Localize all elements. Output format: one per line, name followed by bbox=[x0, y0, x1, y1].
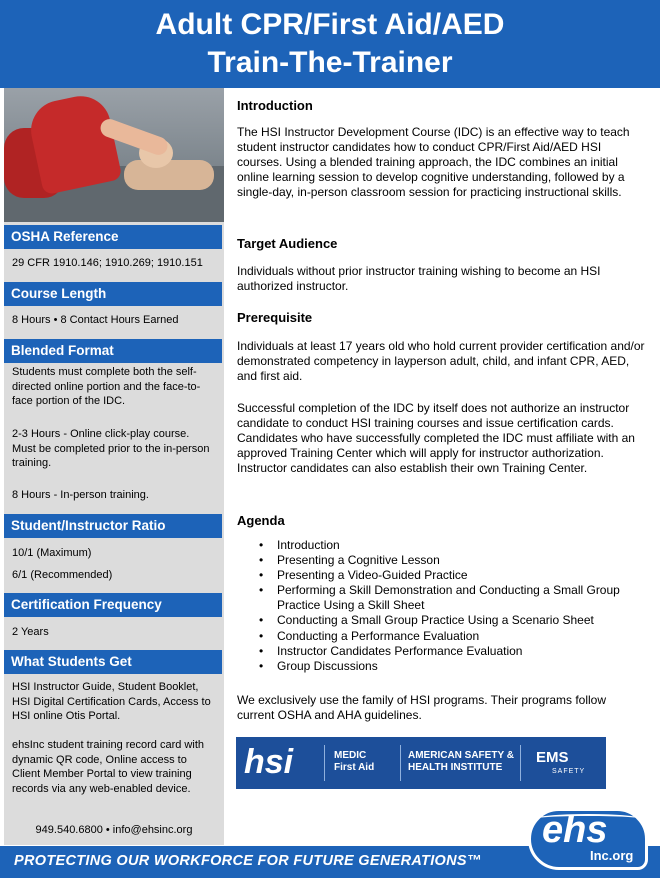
sidebar-heading-ratio: Student/Instructor Ratio bbox=[4, 514, 222, 538]
sidebar-text-osha: 29 CFR 1910.146; 1910.269; 1910.151 bbox=[12, 257, 203, 269]
heading-target-audience: Target Audience bbox=[237, 236, 338, 251]
photo-manikin-body bbox=[124, 160, 214, 190]
medic-first-aid-logo bbox=[334, 750, 374, 774]
text-prerequisite-2: Successful completion of the IDC by itself does not authorize an instructor candidate to conduct HSI training courses and issue certification cards. Candidates who have successfully completed the IDC must affiliate with an approved Training Center which will apply for instructor authorization. Instructor candidates can also establish their own Training Center. bbox=[237, 401, 635, 475]
sidebar-text-cert-frequency: 2 Years bbox=[12, 626, 49, 638]
footer-tagline: PROTECTING OUR WORKFORCE FOR FUTURE GENERATIONS™ bbox=[14, 853, 482, 869]
sidebar-heading-blended-format: Blended Format bbox=[4, 339, 222, 363]
logo-divider bbox=[324, 745, 325, 781]
ems-safety-sub: SAFETY bbox=[552, 768, 586, 775]
agenda-list bbox=[259, 538, 649, 674]
ehsinc-logo bbox=[528, 808, 650, 870]
text-closing: We exclusively use the family of HSI programs. Their programs follow current OSHA and AHA guidelines. bbox=[237, 693, 607, 722]
ehsinc-logo-text: ehs bbox=[542, 809, 608, 851]
medic-line2: First Aid bbox=[334, 762, 375, 773]
ashi-logo bbox=[408, 750, 514, 774]
photo-person bbox=[26, 91, 123, 196]
partner-logos bbox=[236, 737, 606, 789]
sidebar-text-students-get-1: HSI Instructor Guide, Student Booklet, HSI Digital Certification Cards, Access to HSI online Otis Portal. bbox=[12, 681, 211, 723]
text-prerequisite-1: Individuals at least 17 years old who hold current provider certification and/or demonstrated competency in layperson adult, child, and infant CPR, AED, and first aid. bbox=[237, 339, 645, 383]
sidebar-text-blended-1: Students must complete both the self-directed online portion and the face-to-face portion of the IDC. bbox=[12, 366, 201, 408]
agenda-item: • Group Discussions bbox=[259, 659, 649, 674]
ashi-line1: AMERICAN SAFETY & bbox=[408, 750, 514, 761]
text-introduction: The HSI Instructor Development Course (IDC) is an effective way to teach student instructor candidates how to conduct CPR/First Aid/AED HSI courses. Using a blended training approach, the IDC combines an initial online learning session to develop cognitive understanding, followed by a single-day, in-person classroom session for practicing instructional skills. bbox=[237, 125, 630, 199]
sidebar-text-blended-3: 8 Hours - In-person training. bbox=[12, 489, 149, 501]
agenda-item: • Conducting a Performance Evaluation bbox=[259, 629, 649, 644]
sidebar-heading-what-students-get: What Students Get bbox=[4, 650, 222, 674]
sidebar-text-course-length: 8 Hours • 8 Contact Hours Earned bbox=[12, 314, 179, 326]
heading-introduction: Introduction bbox=[237, 98, 313, 113]
sidebar-text-ratio-rec: 6/1 (Recommended) bbox=[12, 569, 113, 581]
cpr-training-photo bbox=[4, 88, 224, 222]
sidebar-text-ratio-max: 10/1 (Maximum) bbox=[12, 547, 92, 559]
sidebar-text-blended-2: 2-3 Hours - Online click-play course. Must be completed prior to the in-person training. bbox=[12, 428, 210, 470]
ehsinc-logo-domain: Inc.org bbox=[590, 848, 634, 863]
logo-divider bbox=[520, 745, 521, 781]
hsi-logo: hsi bbox=[244, 743, 294, 781]
ashi-line2: HEALTH INSTITUTE bbox=[408, 762, 503, 773]
agenda-item: • Introduction bbox=[259, 538, 649, 553]
text-target-audience: Individuals without prior instructor training wishing to become an HSI authorized instructor. bbox=[237, 264, 601, 293]
sidebar-text-students-get-2: ehsInc student training record card with dynamic QR code, Online access to Client Member Portal to view training records via any web-enabled device. bbox=[12, 739, 204, 795]
contact-info: 949.540.6800 • info@ehsinc.org bbox=[35, 824, 193, 836]
ems-safety-logo: EMS bbox=[536, 749, 569, 766]
agenda-item: • Performing a Skill Demonstration and Conducting a Small Group Practice Using a Skill Sheet bbox=[259, 583, 649, 613]
page-title-line2: Train-The-Trainer bbox=[207, 46, 453, 79]
agenda-item: • Presenting a Video-Guided Practice bbox=[259, 568, 649, 583]
agenda-item: • Presenting a Cognitive Lesson bbox=[259, 553, 649, 568]
medic-line1: MEDIC bbox=[334, 750, 367, 761]
page-header bbox=[0, 0, 660, 88]
page-title-line1: Adult CPR/First Aid/AED bbox=[155, 8, 505, 41]
heading-prerequisite: Prerequisite bbox=[237, 310, 313, 325]
agenda-item: • Conducting a Small Group Practice Using a Scenario Sheet bbox=[259, 613, 649, 628]
agenda-item: • Instructor Candidates Performance Evaluation bbox=[259, 644, 649, 659]
sidebar-heading-cert-frequency: Certification Frequency bbox=[4, 593, 222, 617]
heading-agenda: Agenda bbox=[237, 513, 285, 528]
logo-divider bbox=[400, 745, 401, 781]
sidebar-heading-osha: OSHA Reference bbox=[4, 225, 222, 249]
sidebar-heading-course-length: Course Length bbox=[4, 282, 222, 306]
